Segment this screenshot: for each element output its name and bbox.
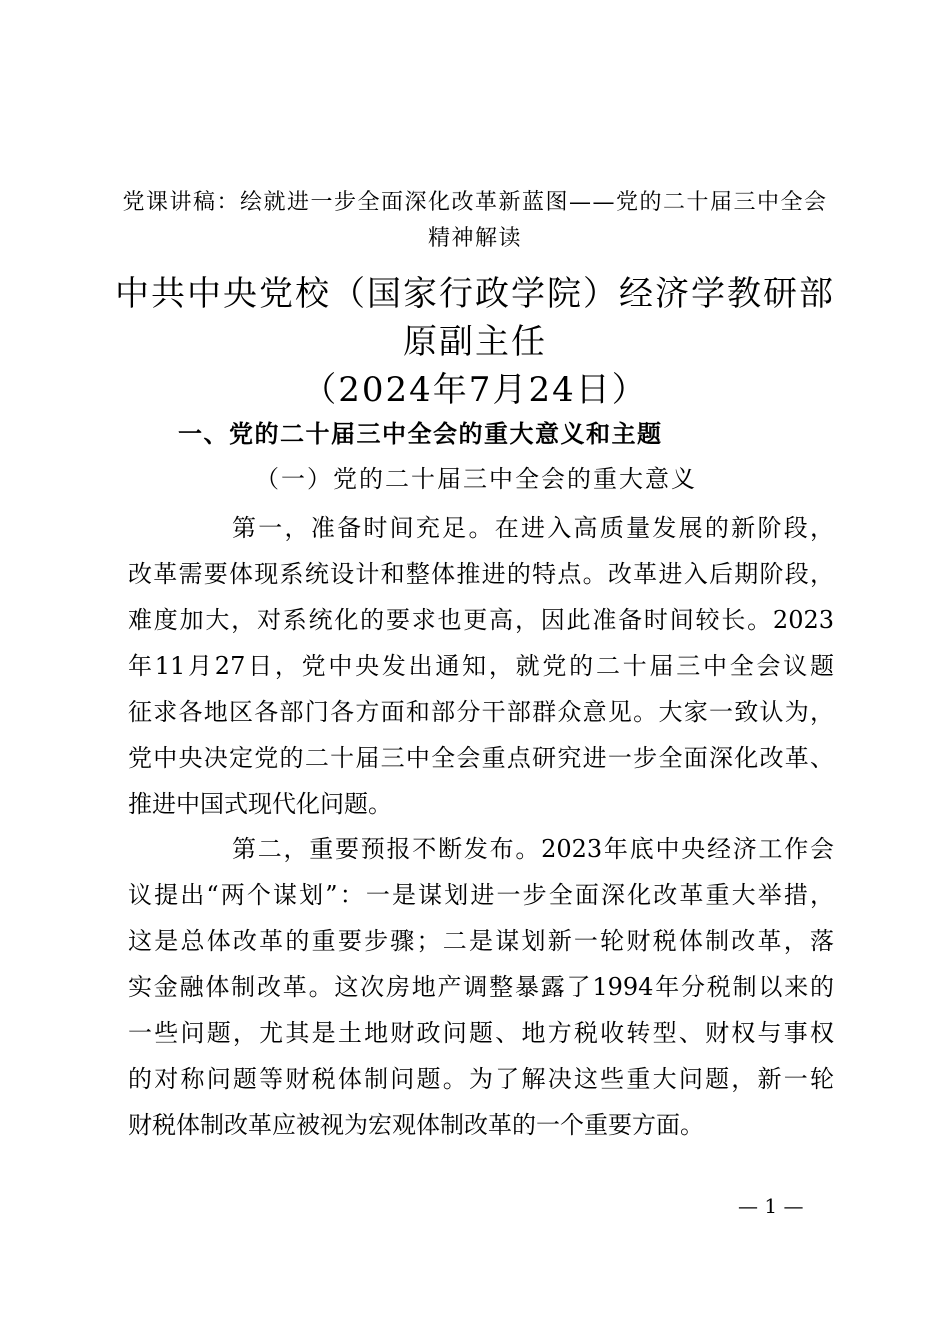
author-position: 原副主任 (403, 322, 547, 362)
paragraph-2 (128, 826, 834, 1148)
paragraph-1 (128, 505, 834, 827)
paragraph-line: 这是总体改革的重要步骤；二是谋划新一轮财税体制改革，落 (128, 927, 834, 955)
paragraph-line: 推进中国式现代化问题。 (128, 790, 392, 818)
paragraph-line: 党中央决定党的二十届三中全会重点研究进一步全面深化改革、 (128, 744, 834, 772)
paragraph-line: 议提出“两个谋划”：一是谋划进一步全面深化改革重大举措， (128, 881, 834, 909)
paragraph-line: 一些问题，尤其是土地财政问题、地方税收转型、财权与事权 (128, 1019, 834, 1047)
document-date: （2024年7月24日） (302, 370, 648, 410)
paragraph-line: 年11月27日，党中央发出通知，就党的二十届三中全会议题 (128, 652, 834, 680)
subsection-heading: （一）党的二十届三中全会的重大意义 (255, 465, 697, 493)
author-affiliation: 中共中央党校（国家行政学院）经济学教研部 (115, 274, 835, 314)
paragraph-line: 第二，重要预报不断发布。2023年底中央经济工作会 (232, 835, 834, 863)
section-heading: 一、党的二十届三中全会的重大意义和主题 (178, 419, 663, 448)
paragraph-line: 难度加大，对系统化的要求也更高，因此准备时间较长。2023 (128, 606, 834, 634)
page-number: — 1 — (738, 1194, 804, 1218)
paragraph-line: 实金融体制改革。这次房地产调整暴露了1994年分税制以来的 (128, 973, 834, 1001)
paragraph-line: 改革需要体现系统设计和整体推进的特点。改革进入后期阶段， (128, 560, 834, 588)
paragraph-line: 征求各地区各部门各方面和部分干部群众意见。大家一致认为， (128, 698, 834, 726)
paragraph-line: 的对称问题等财税体制问题。为了解决这些重大问题，新一轮 (128, 1065, 834, 1093)
author-block (110, 270, 840, 414)
document-title: 党课讲稿：绘就进一步全面深化改革新蓝图——党的二十届三中全会精神解读 (122, 190, 828, 251)
paragraph-line: 第一，准备时间充足。在进入高质量发展的新阶段， (232, 514, 834, 542)
paragraph-line: 财税体制改革应被视为宏观体制改革的一个重要方面。 (128, 1111, 704, 1139)
